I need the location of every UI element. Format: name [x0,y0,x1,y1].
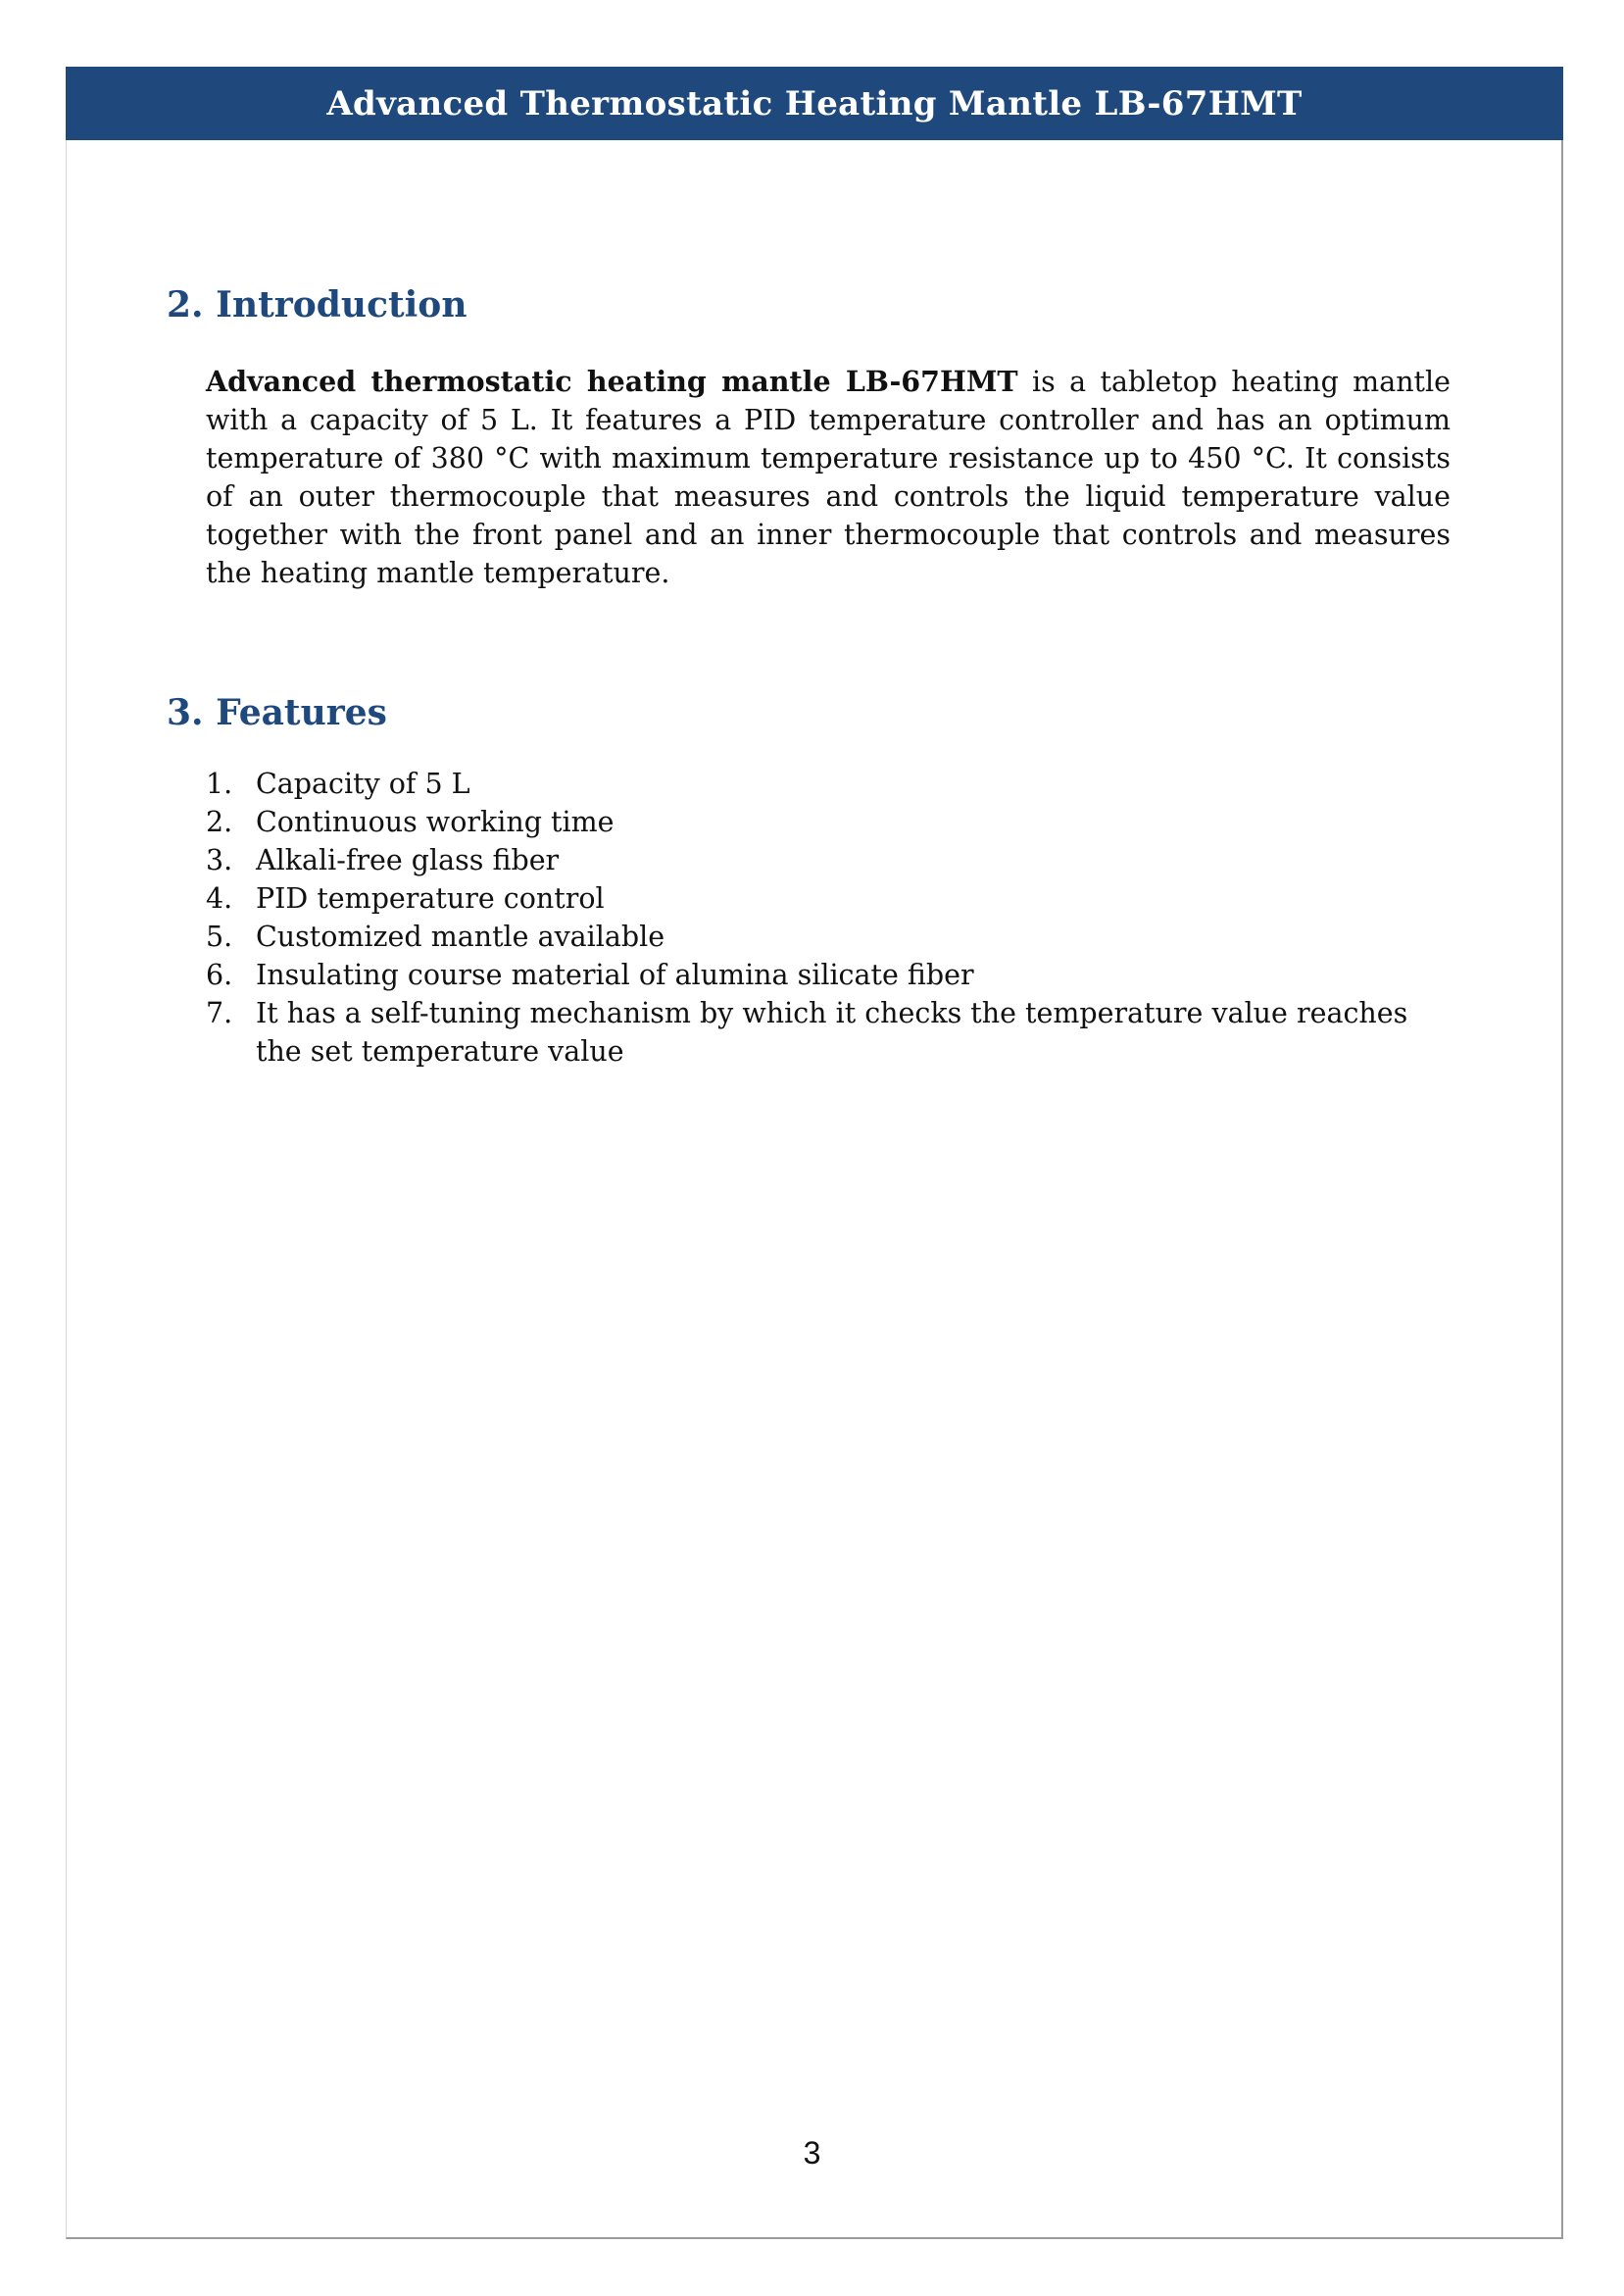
list-item [206,803,1431,841]
introduction-paragraph [206,363,1451,592]
list-item [206,879,1431,918]
list-item [206,994,1431,1071]
list-item-number: 1. [206,768,233,800]
list-item-number: 4. [206,882,233,915]
introduction-lead-bold: Advanced thermostatic heating mantle LB-67HMT [206,365,1018,398]
list-item-text: PID temperature control [256,882,605,915]
list-item-text: Continuous working time [256,806,615,838]
introduction-body-text: is a tabletop heating mantle with a capacity of 5 L. It features a PID temperature controller and has an optimum temperature of 380 °C with maximum temperature resistance up to 450 °C. It consists of an outer thermocouple that measures and controls the liquid temperature value together with the front panel and an inner thermocouple that controls and measures the heating mantle temperature. [206,366,1451,589]
list-item-text: It has a self-tuning mechanism by which it checks the temperature value reaches the set temperature value [256,997,1408,1068]
list-item-text: Customized mantle available [256,921,665,953]
list-item-text: Capacity of 5 L [256,768,470,800]
list-item-number: 7. [206,997,233,1029]
document-header [66,67,1563,140]
features-list [206,765,1431,1071]
list-item [206,956,1431,994]
list-item-number: 3. [206,844,233,876]
list-item [206,765,1431,803]
list-item [206,841,1431,879]
list-item-text: Alkali-free glass fiber [256,844,560,876]
list-item-text: Insulating course material of alumina silicate fiber [256,959,974,991]
introduction-heading: 2. Introduction [167,284,468,325]
list-item-number: 5. [206,921,233,953]
list-item [206,918,1431,956]
features-heading: 3. Features [167,692,387,733]
page-number: 3 [803,2135,821,2171]
document-title: Advanced Thermostatic Heating Mantle LB-67HMT [326,83,1303,124]
list-item-number: 2. [206,806,233,838]
list-item-number: 6. [206,959,233,991]
